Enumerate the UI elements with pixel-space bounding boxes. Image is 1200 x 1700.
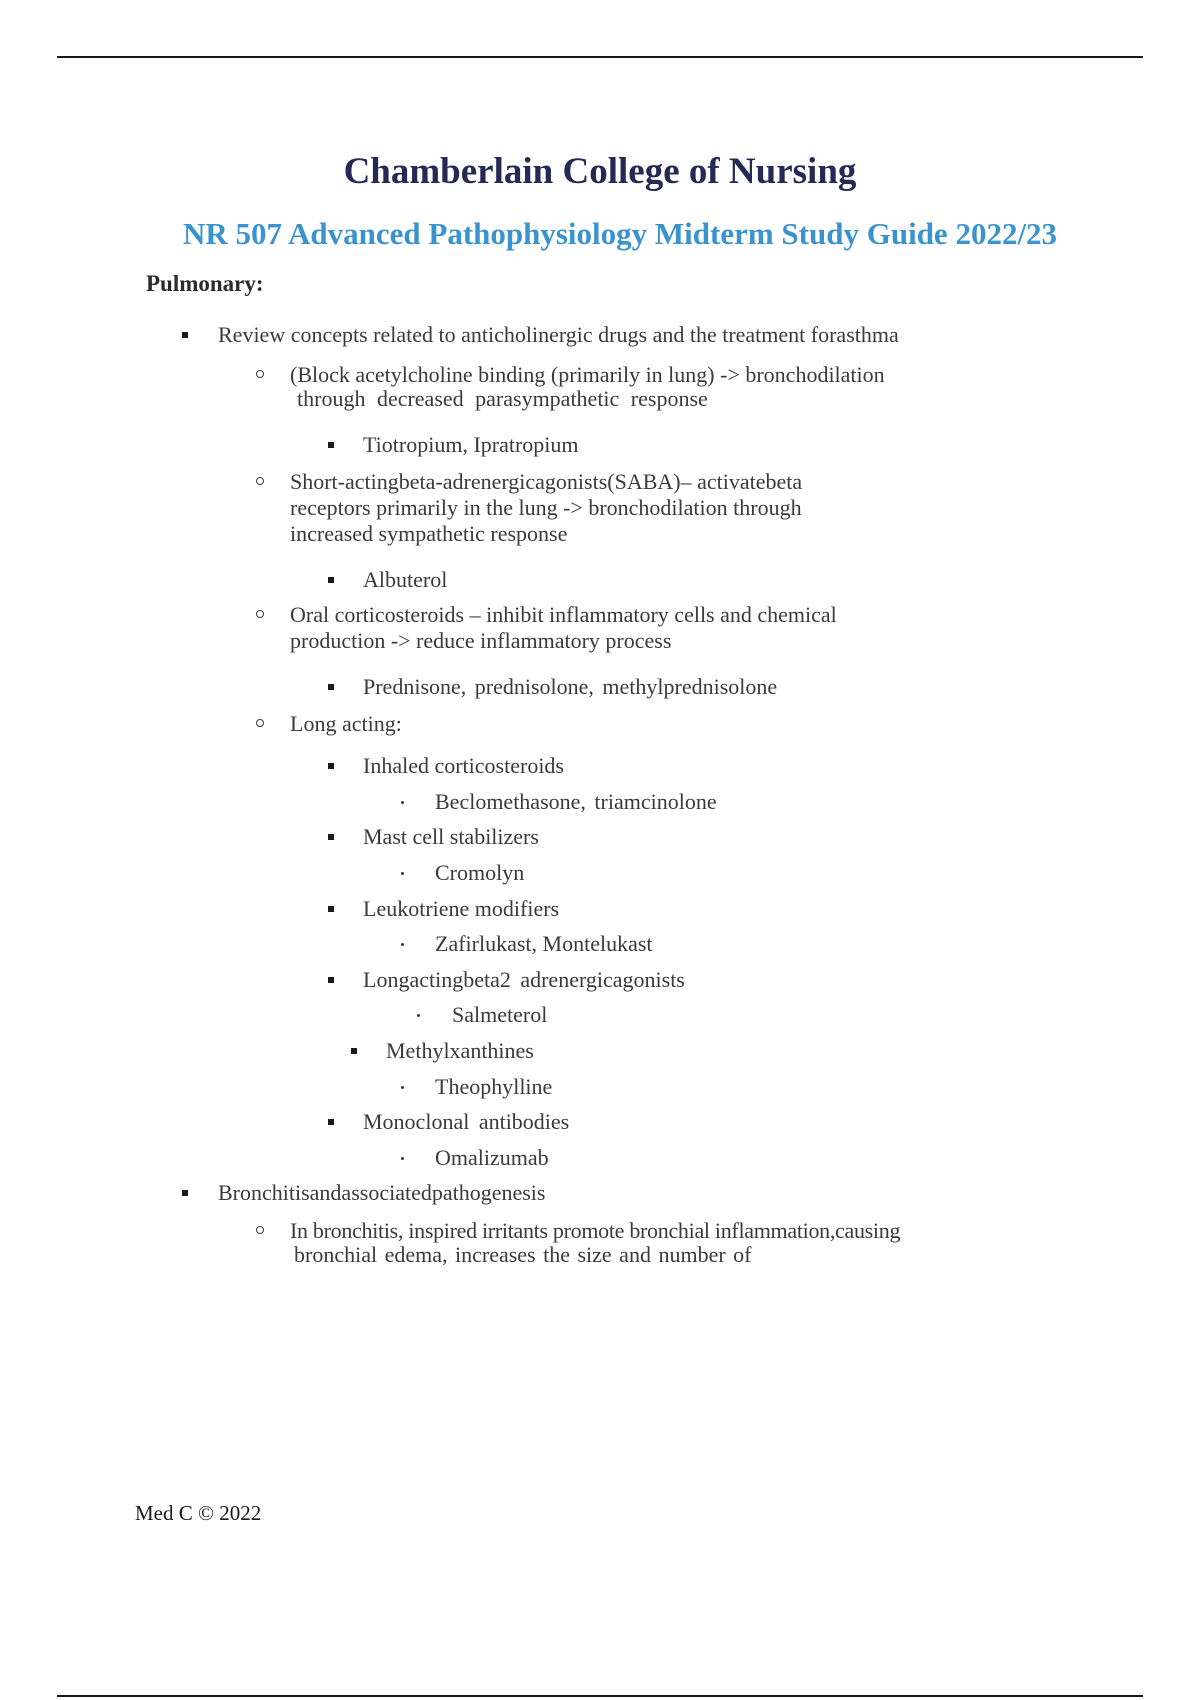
list-item-text: Inhaled corticosteroids xyxy=(363,753,564,778)
list-item-text: receptors primarily in the lung -> bronchodilation through xyxy=(290,495,802,520)
list-item xyxy=(328,674,928,700)
circle-bullet-icon xyxy=(256,1226,264,1234)
list-item xyxy=(256,362,1056,414)
list-item-text: Monoclonal antibodies xyxy=(363,1109,570,1134)
list-item-text: Bronchitisandassociatedpathogenesis xyxy=(218,1180,546,1205)
dot-bullet-icon xyxy=(401,1086,404,1089)
list-item-text: Beclomethasone, triamcinolone xyxy=(435,789,717,814)
section-heading: Pulmonary: xyxy=(146,271,264,296)
list-item-text: production -> reduce inflammatory process xyxy=(290,628,672,653)
list-item-text: Leukotriene modifiers xyxy=(363,896,560,921)
list-item xyxy=(328,1109,828,1135)
list-item-text: (Block acetylcholine binding (primarily in lung) -> bronchodilation xyxy=(290,362,885,387)
list-item xyxy=(256,469,1056,547)
footer-copyright: Med C © 2022 xyxy=(135,1501,262,1525)
dot-bullet-icon xyxy=(401,943,404,946)
square-bullet-icon xyxy=(328,763,334,769)
list-item xyxy=(401,931,901,957)
square-bullet-icon xyxy=(182,1190,188,1196)
list-item xyxy=(401,1145,901,1171)
square-bullet-icon xyxy=(328,442,334,448)
list-item xyxy=(417,1002,917,1028)
list-item xyxy=(328,824,828,850)
square-bullet-icon xyxy=(328,577,334,583)
list-item-text: Salmeterol xyxy=(452,1002,548,1027)
square-bullet-icon xyxy=(328,977,334,983)
list-item xyxy=(401,860,901,886)
list-item xyxy=(351,1038,851,1064)
list-item xyxy=(256,711,756,737)
list-item-text: Review concepts related to anticholinergic drugs and the treatment forasthma xyxy=(218,322,899,347)
list-item xyxy=(328,967,828,993)
list-item xyxy=(328,567,828,593)
list-item xyxy=(182,1180,882,1206)
dot-bullet-icon xyxy=(401,872,404,875)
circle-bullet-icon xyxy=(256,719,264,727)
list-item-text: Tiotropium, Ipratropium xyxy=(363,432,579,457)
circle-bullet-icon xyxy=(256,477,264,485)
list-item-text: In bronchitis, inspired irritants promote bronchial inflammation,causing xyxy=(290,1218,901,1243)
list-item-text: Zafirlukast, Montelukast xyxy=(435,931,653,956)
circle-bullet-icon xyxy=(256,610,264,618)
square-bullet-icon xyxy=(328,684,334,690)
list-item-text: Longactingbeta2 adrenergicagonists xyxy=(363,967,685,992)
list-item xyxy=(182,322,1082,348)
list-item-text: bronchial edema, increases the size and number of xyxy=(294,1242,752,1267)
list-item xyxy=(401,1074,901,1100)
square-bullet-icon xyxy=(328,906,334,912)
square-bullet-icon xyxy=(182,332,188,338)
circle-bullet-icon xyxy=(256,370,264,378)
list-item xyxy=(256,602,1056,654)
list-item-text: Cromolyn xyxy=(435,860,525,885)
dot-bullet-icon xyxy=(401,801,404,804)
document-subtitle: NR 507 Advanced Pathophysiology Midterm Study Guide 2022/23 xyxy=(182,216,1058,251)
list-item xyxy=(328,753,828,779)
list-item-text: Oral corticosteroids – inhibit inflammatory cells and chemical xyxy=(290,602,837,627)
dot-bullet-icon xyxy=(417,1014,420,1017)
list-item-text: Theophylline xyxy=(435,1074,553,1099)
list-item-text: Omalizumab xyxy=(435,1145,549,1170)
list-item-text: Short-actingbeta-adrenergicagonists(SABA)– activatebeta xyxy=(290,469,803,494)
list-item xyxy=(401,789,901,815)
square-bullet-icon xyxy=(328,1119,334,1125)
list-item-text: increased sympathetic response xyxy=(290,521,568,546)
list-item-text: Prednisone, prednisolone, methylprednisolone xyxy=(363,674,778,699)
list-item-text: Methylxanthines xyxy=(386,1038,534,1063)
list-item-text: through decreased parasympathetic response xyxy=(297,386,708,411)
list-item-text: Mast cell stabilizers xyxy=(363,824,539,849)
document-title: Chamberlain College of Nursing xyxy=(343,151,857,192)
list-item xyxy=(328,432,828,458)
list-item xyxy=(328,896,828,922)
square-bullet-icon xyxy=(328,834,334,840)
square-bullet-icon xyxy=(351,1048,357,1054)
bottom-rule xyxy=(57,1695,1143,1697)
list-item xyxy=(256,1218,1056,1270)
list-item-text: Albuterol xyxy=(363,567,448,592)
top-rule xyxy=(57,56,1143,58)
dot-bullet-icon xyxy=(401,1157,404,1160)
list-item-text: Long acting: xyxy=(290,711,402,736)
